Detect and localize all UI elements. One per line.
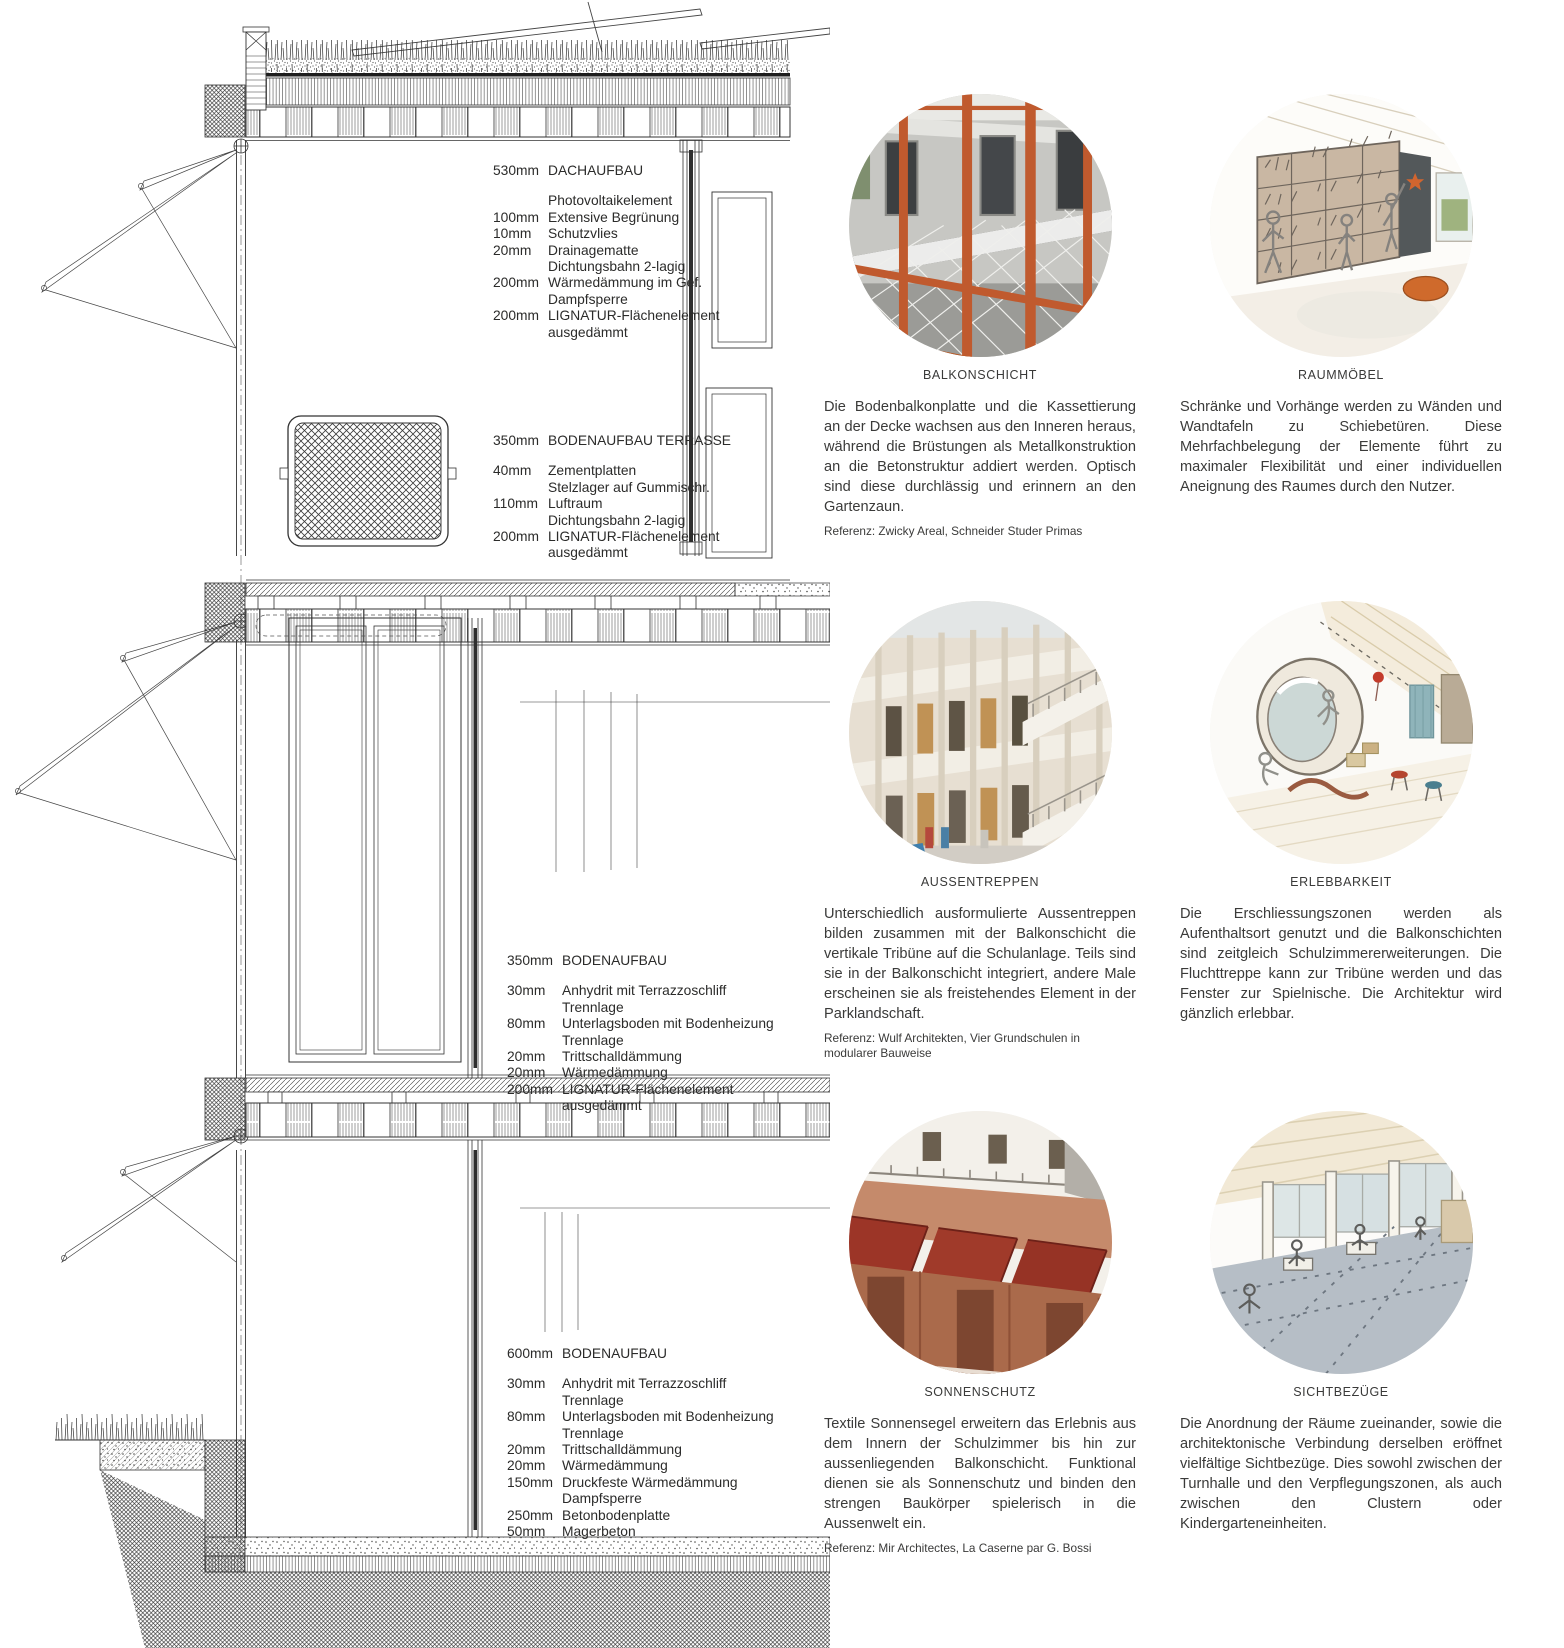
layer-label: Photovoltaikelement — [548, 193, 673, 209]
layer-row — [507, 1393, 774, 1409]
layer-group-title: DACHAUFBAU — [548, 163, 644, 178]
layer-row — [507, 1426, 774, 1442]
layer-thickness — [507, 1491, 562, 1507]
layer-row — [507, 1016, 774, 1032]
layer-annotation-header — [507, 1346, 774, 1362]
balkonschicht-photo — [849, 94, 1112, 357]
layer-label: Anhydrit mit Terrazzoschliff — [562, 983, 727, 999]
layer-row — [507, 1508, 774, 1524]
erlebbarkeit-sketch — [1210, 601, 1473, 864]
layer-label: Dampfsperre — [548, 291, 628, 307]
layer-thickness: 200mm — [493, 529, 540, 545]
layer-label: Dichtungsbahn 2-lagig — [548, 259, 686, 275]
card-title: SICHTBEZÜGE — [1293, 1385, 1389, 1399]
card-text: Die Bodenbalkonplatte und die Kassettierung an der Decke wachsen aus den Inneren heraus, während die Brüstungen als Metallkonstruktion an die Betonstruktur addiert werden. Optisch sind diese durchlässig und erinnern an den Gartenzaun. — [824, 399, 1136, 515]
layer-thickness: 110mm — [493, 496, 538, 512]
layer-thickness — [507, 1426, 562, 1442]
layer-row — [493, 226, 720, 242]
card-balkonschicht — [824, 94, 1136, 539]
layer-thickness: 200mm — [493, 308, 540, 324]
layer-row — [507, 1000, 774, 1016]
layer-row — [507, 1409, 774, 1425]
layer-label: Druckfeste Wärmedämmung — [562, 1474, 738, 1490]
layer-group-title: BODENAUFBAU TERRASSE — [548, 433, 731, 448]
layer-annotation-terrasse — [493, 433, 731, 562]
card-title: ERLEBBARKEIT — [1290, 875, 1392, 889]
layer-row — [493, 292, 720, 308]
layer-thickness: 200mm — [493, 275, 540, 291]
layer-row — [507, 1491, 774, 1507]
layer-thickness — [507, 1393, 562, 1409]
card-text: Die Erschliessungszonen werden als Aufenthaltsort genutzt und die Balkonschichten sind zeitgleich Schulzimmererweiterungen. Die Fluchttreppe kann zur Tribüne werden und das Fenster zur Spielnische. Die Architektur wird gänzlich erlebbar. — [1180, 906, 1502, 1022]
layer-row — [493, 545, 731, 561]
layer-thickness — [493, 513, 548, 529]
raummoebel-sketch — [1210, 94, 1473, 357]
layer-label: LIGNATUR-Flächenelement — [548, 529, 720, 545]
layer-row — [493, 325, 720, 341]
layer-thickness: 20mm — [507, 1442, 546, 1458]
layer-label: Magerbeton — [562, 1524, 636, 1540]
layer-thickness — [507, 1098, 562, 1114]
layer-annotation-bodenaufbau-eg — [507, 1346, 774, 1540]
card-reference: Referenz: Wulf Architekten, Vier Grundschulen in modularer Bauweise — [824, 1031, 1080, 1060]
layer-row — [493, 193, 720, 209]
card-text: Unterschiedlich ausformulierte Aussentreppen bilden zusammen mit der Balkonschicht die vertikale Tribüne auf die Schulanlage. Teils sind sie in der Balkonschicht integriert, andere Male erscheinen sie als freistehendes Element in der Parklandschaft. — [824, 906, 1136, 1022]
layer-label: Luftraum — [548, 496, 603, 512]
card-text: Textile Sonnensegel erweitern das Erlebnis aus dem Innern der Schulzimmer bis hin zur aussenliegenden Balkonschicht. Funktional dienen sie als Sonnenschutz und binden den strengen Baukörper spielerisch in die Aussenwelt ein. — [824, 1416, 1136, 1532]
layer-thickness: 200mm — [507, 1081, 554, 1097]
card-title: RAUMMÖBEL — [1298, 368, 1384, 382]
terrace-floor-slab — [205, 580, 830, 645]
layer-annotation-bodenaufbau — [507, 953, 774, 1115]
layer-row — [507, 1098, 774, 1114]
layer-annotation-header — [507, 953, 774, 969]
layer-label: Wärmedämmung im Gef. — [548, 275, 703, 291]
layer-row — [493, 480, 731, 496]
sichtbezuege-sketch — [1210, 1111, 1473, 1374]
layer-label: Zementplatten — [548, 463, 637, 479]
layer-thickness: 250mm — [507, 1507, 554, 1523]
layer-annotation-dachaufbau — [493, 163, 720, 341]
layer-thickness: 40mm — [493, 463, 532, 479]
layer-total-thickness: 530mm — [493, 163, 540, 178]
layer-thickness: 80mm — [507, 1409, 546, 1425]
card-reference: Referenz: Zwicky Areal, Schneider Studer Primas — [824, 524, 1083, 538]
layer-thickness: 20mm — [493, 242, 532, 258]
layer-thickness: 100mm — [493, 209, 540, 225]
leader-triangles — [15, 150, 236, 1262]
card-sonnenschutz — [824, 1111, 1136, 1556]
card-title: SONNENSCHUTZ — [924, 1385, 1036, 1399]
layer-row — [493, 243, 720, 259]
axis-lines — [234, 139, 248, 1560]
layer-total-thickness: 350mm — [493, 433, 540, 448]
layer-thickness: 80mm — [507, 1016, 546, 1032]
layer-thickness — [507, 1000, 562, 1016]
layer-label: ausgedämmt — [562, 1098, 642, 1114]
layer-thickness — [507, 1033, 562, 1049]
layer-label: ausgedämmt — [548, 545, 628, 561]
layer-label: Trennlage — [562, 1392, 624, 1408]
layer-label: Trennlage — [562, 1032, 624, 1048]
card-sichtbezuege — [1180, 1111, 1502, 1541]
layer-label: LIGNATUR-Flächenelement — [548, 308, 720, 324]
card-title: BALKONSCHICHT — [922, 368, 1038, 382]
layer-thickness: 10mm — [493, 226, 532, 242]
layer-thickness: 30mm — [507, 1376, 546, 1392]
card-text: Schränke und Vorhänge werden zu Wänden und Wandtafeln zu Schiebetüren. Diese Mehrfachbelegung der Elemente führt zu maximaler Flexibilität und einer individuellen Aneignung des Raumes durch den Nutzer. — [1180, 399, 1502, 495]
layer-row — [507, 1442, 774, 1458]
layer-label: Betonbodenplatte — [562, 1507, 671, 1523]
layer-row — [507, 1458, 774, 1474]
layer-label: Unterlagsboden mit Bodenheizung — [562, 1409, 774, 1425]
layer-thickness: 50mm — [507, 1524, 546, 1540]
roof-assembly-drawing — [205, 2, 830, 141]
card-text: Die Anordnung der Räume zueinander, sowie die architektonische Verbindung derselben eröffnet vielfältige Sichtbezüge. Dies sowohl zwischen der Turnhalle und den Verpflegungszonen, als auch zwischen den Clustern oder Kindergarteneinheiten. — [1180, 1416, 1502, 1532]
layer-annotation-header — [493, 163, 720, 179]
layer-row — [507, 1524, 774, 1540]
layer-row — [507, 1082, 774, 1098]
layer-row — [507, 983, 774, 999]
layer-label: Schutzvlies — [548, 226, 618, 242]
layer-label: Wärmedämmung — [562, 1458, 668, 1474]
sonnenschutz-photo — [849, 1111, 1112, 1374]
layer-row — [507, 1049, 774, 1065]
card-raummoebel — [1180, 94, 1502, 504]
layer-thickness — [493, 545, 548, 561]
layer-label: Wärmedämmung — [562, 1065, 668, 1081]
layer-row — [507, 1376, 774, 1392]
layer-row — [493, 275, 720, 291]
layer-row — [493, 308, 720, 324]
card-erlebbarkeit — [1180, 601, 1502, 1031]
aussentreppen-photo — [849, 601, 1112, 864]
layer-row — [507, 1033, 774, 1049]
mesh-balustrade — [280, 416, 456, 546]
layer-group-title: BODENAUFBAU — [562, 953, 668, 968]
card-title: AUSSENTREPPEN — [920, 875, 1040, 889]
card-aussentreppen — [824, 601, 1136, 1060]
layer-row — [493, 463, 731, 479]
layer-label: Trennlage — [562, 1425, 624, 1441]
layer-label: LIGNATUR-Flächenelement — [562, 1081, 734, 1097]
layer-label: Unterlagsboden mit Bodenheizung — [562, 1016, 774, 1032]
layer-thickness: 20mm — [507, 1049, 546, 1065]
layer-row — [493, 496, 731, 512]
layer-label: Dichtungsbahn 2-lagig — [548, 512, 686, 528]
layer-total-thickness: 600mm — [507, 1346, 554, 1361]
layer-label: Stelzlager auf Gummischr. — [548, 479, 710, 495]
layer-thickness: 30mm — [507, 983, 546, 999]
layer-annotation-header — [493, 433, 731, 449]
layer-row — [507, 1065, 774, 1081]
layer-row — [493, 210, 720, 226]
layer-label: Trennlage — [562, 999, 624, 1015]
layer-row — [493, 529, 731, 545]
layer-label: Dampfsperre — [562, 1491, 642, 1507]
layer-label: Trittschalldämmung — [562, 1049, 682, 1065]
layer-thickness — [493, 480, 548, 496]
layer-row — [507, 1475, 774, 1491]
layer-thickness — [493, 193, 548, 209]
layer-label: Extensive Begrünung — [548, 209, 680, 225]
layer-thickness — [493, 325, 548, 341]
layer-thickness: 20mm — [507, 1065, 546, 1081]
layer-row — [493, 259, 720, 275]
layer-row — [493, 513, 731, 529]
layer-label: Drainagematte — [548, 242, 639, 258]
layer-thickness — [493, 292, 548, 308]
layer-group-title: BODENAUFBAU — [562, 1346, 668, 1361]
layer-total-thickness: 350mm — [507, 953, 554, 968]
card-reference: Referenz: Mir Architectes, La Caserne par G. Bossi — [824, 1541, 1092, 1555]
layer-label: ausgedämmt — [548, 324, 628, 340]
layer-thickness: 150mm — [507, 1474, 554, 1490]
layer-thickness — [493, 259, 548, 275]
layer-thickness: 20mm — [507, 1458, 546, 1474]
layer-label: Trittschalldämmung — [562, 1442, 682, 1458]
layer-label: Anhydrit mit Terrazzoschliff — [562, 1376, 727, 1392]
